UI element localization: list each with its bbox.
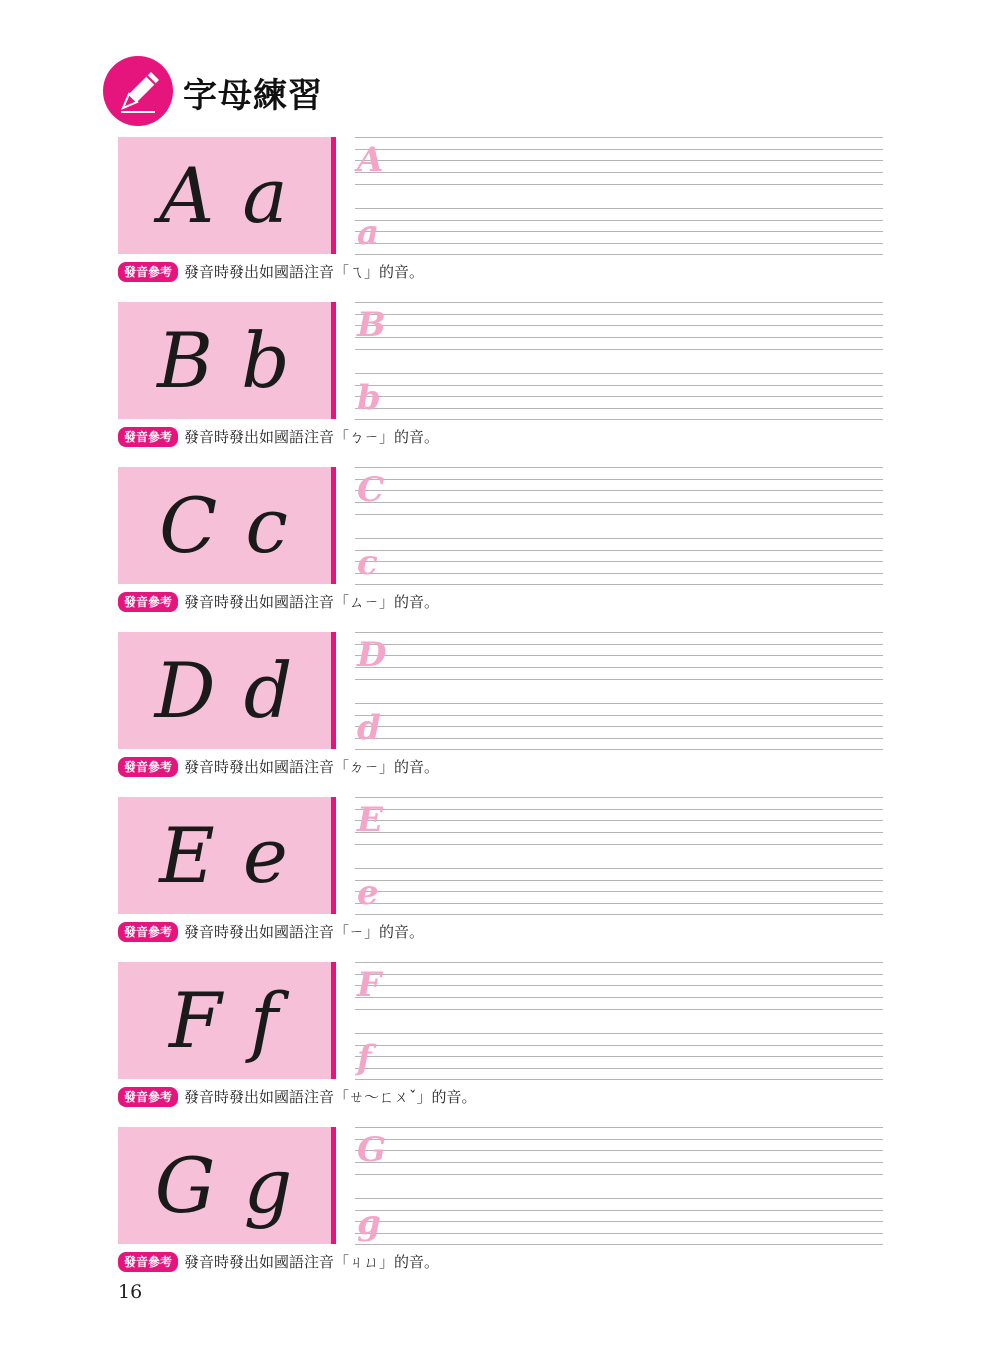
- accent-bar: [331, 1127, 336, 1244]
- trace-lowercase: c: [357, 543, 378, 583]
- practice-lines: [355, 962, 885, 1079]
- letter-section: [0, 632, 1000, 797]
- trace-uppercase: E: [357, 800, 383, 840]
- accent-bar: [331, 467, 336, 584]
- trace-uppercase: B: [357, 305, 386, 345]
- accent-bar: [331, 302, 336, 419]
- letter-pair: G g: [154, 1141, 295, 1230]
- pronunciation-row: [118, 921, 424, 945]
- accent-bar: [331, 797, 336, 914]
- letter-pair: C c: [159, 481, 290, 570]
- pronunciation-row: [118, 756, 439, 780]
- practice-lines: [355, 797, 885, 914]
- pronunciation-text: 發音時發出如國語注音「ㄉㄧ」的音。: [184, 758, 440, 776]
- pencil-icon: [103, 56, 173, 126]
- pronunciation-badge: 發音參考: [118, 427, 178, 447]
- letter-pair: A a: [159, 151, 290, 240]
- pronunciation-row: [118, 426, 439, 450]
- pronunciation-row: [118, 1251, 439, 1275]
- pronunciation-badge: 發音參考: [118, 922, 178, 942]
- trace-uppercase: A: [357, 140, 384, 180]
- trace-lowercase: f: [357, 1038, 372, 1078]
- accent-bar: [331, 632, 336, 749]
- pronunciation-badge: 發音參考: [118, 1252, 178, 1272]
- accent-bar: [331, 962, 336, 1079]
- pronunciation-text: 發音時發出如國語注音「ㄙㄧ」的音。: [184, 593, 440, 611]
- trace-lowercase: a: [357, 213, 380, 253]
- trace-uppercase: F: [357, 965, 382, 1005]
- pronunciation-row: [118, 591, 439, 615]
- pronunciation-text: 發音時發出如國語注音「ㄝ～ㄈㄨˇ」的音。: [184, 1088, 477, 1106]
- practice-lines: [355, 302, 885, 419]
- letter-section: [0, 137, 1000, 302]
- trace-lowercase: b: [357, 378, 381, 418]
- pronunciation-badge: 發音參考: [118, 592, 178, 612]
- letter-section: [0, 797, 1000, 962]
- trace-lowercase: d: [357, 708, 381, 748]
- letter-section: [0, 962, 1000, 1127]
- pronunciation-text: 發音時發出如國語注音「ㄟ」的音。: [184, 263, 425, 281]
- letter-pair: B b: [157, 316, 292, 405]
- pronunciation-badge: 發音參考: [118, 262, 178, 282]
- pronunciation-text: 發音時發出如國語注音「ㄅㄧ」的音。: [184, 428, 440, 446]
- trace-uppercase: G: [357, 1130, 387, 1170]
- practice-lines: [355, 137, 885, 254]
- practice-lines: [355, 632, 885, 749]
- trace-uppercase: C: [357, 470, 385, 510]
- trace-uppercase: D: [357, 635, 387, 675]
- pronunciation-text: 發音時發出如國語注音「ㄐㄩ」的音。: [184, 1253, 440, 1271]
- accent-bar: [331, 137, 336, 254]
- letter-section: [0, 467, 1000, 632]
- letter-pair: D d: [154, 646, 295, 735]
- practice-lines: [355, 1127, 885, 1244]
- letter-pair: F f: [168, 976, 281, 1065]
- page-header: [103, 56, 503, 128]
- trace-lowercase: g: [357, 1203, 381, 1243]
- pronunciation-row: [118, 261, 424, 285]
- pronunciation-row: [118, 1086, 477, 1110]
- pronunciation-badge: 發音參考: [118, 757, 178, 777]
- page-title: 字母練習: [183, 76, 323, 116]
- letter-section: [0, 302, 1000, 467]
- letter-section: [0, 1127, 1000, 1292]
- trace-lowercase: e: [357, 873, 379, 913]
- pronunciation-badge: 發音參考: [118, 1087, 178, 1107]
- practice-lines: [355, 467, 885, 584]
- pronunciation-text: 發音時發出如國語注音「ㄧ」的音。: [184, 923, 425, 941]
- page-number: 16: [118, 1281, 143, 1303]
- letter-pair: E e: [159, 811, 290, 900]
